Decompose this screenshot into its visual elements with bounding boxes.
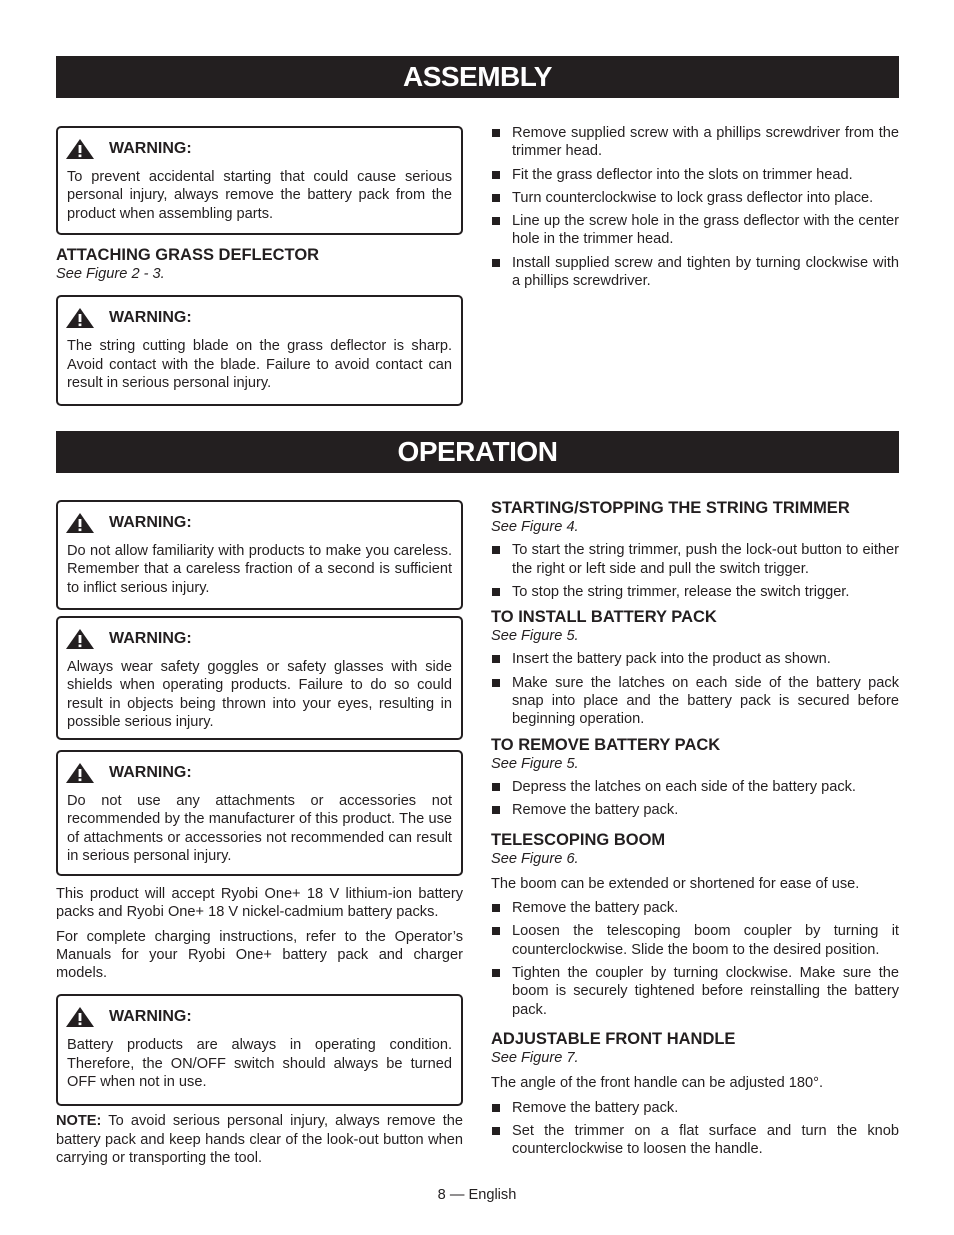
section-heading: STARTING/STOPPING THE STRING TRIMMER xyxy=(491,499,850,517)
warning-triangle-icon xyxy=(65,762,95,784)
body-paragraph: The angle of the front handle can be adjusted 180°. xyxy=(491,1075,824,1092)
list-item: Make sure the latches on each side of the battery pack snap into place and the battery pack is secured before beginning operation. xyxy=(491,674,899,729)
operation-banner: OPERATION xyxy=(56,431,899,473)
list-item: Remove the battery pack. xyxy=(491,899,899,917)
warning-text: The string cutting blade on the grass deflector is sharp. Avoid contact with the blade. Failure to avoid contact can result in serious personal injury. xyxy=(67,338,452,391)
body-paragraph: This product will accept Ryobi One+ 18 V lithium-ion battery packs and Ryobi One+ 18 V nickel-cadmium battery packs. xyxy=(56,886,463,921)
figure-reference: See Figure 5. xyxy=(491,628,579,645)
section-heading: ADJUSTABLE FRONT HANDLE xyxy=(491,1029,736,1048)
warning-text: Do not allow familiarity with products to make you careless. Remember that a careless fraction of a second is sufficient to inflict serious injury. xyxy=(67,543,452,596)
figure-reference: See Figure 2 - 3. xyxy=(56,266,165,282)
warning-triangle-icon xyxy=(65,512,95,534)
operation-left-column xyxy=(56,500,463,1167)
list-item: Remove supplied screw with a phillips screwdriver from the trimmer head. xyxy=(491,124,899,161)
list-item: Turn counterclockwise to lock grass deflector into place. xyxy=(491,189,899,207)
note-paragraph xyxy=(56,1112,463,1167)
warning-title: WARNING: xyxy=(109,629,192,647)
page-footer: 8 — English xyxy=(437,1187,517,1203)
list-item: To stop the string trimmer, release the switch trigger. xyxy=(491,583,899,601)
figure-reference: See Figure 5. xyxy=(491,755,579,772)
figure-reference: See Figure 6. xyxy=(491,850,579,867)
list-item: Tighten the coupler by turning clockwise. Make sure the boom is securely tightened before reinstalling the battery pack. xyxy=(491,964,899,1019)
warning-box xyxy=(56,616,463,740)
list-item: Depress the latches on each side of the battery pack. xyxy=(491,778,899,796)
warning-title: WARNING: xyxy=(109,309,192,327)
warning-box xyxy=(56,126,463,235)
section-heading: TO REMOVE BATTERY PACK xyxy=(491,735,721,754)
warning-triangle-icon xyxy=(65,307,95,329)
warning-title: WARNING: xyxy=(109,513,192,531)
figure-reference: See Figure 7. xyxy=(491,1049,579,1066)
figure-reference: See Figure 4. xyxy=(491,519,579,535)
operation-right-column xyxy=(491,498,899,1163)
warning-box xyxy=(56,295,463,406)
warning-box xyxy=(56,994,463,1106)
assembly-right-column xyxy=(491,124,899,295)
warning-triangle-icon xyxy=(65,1006,95,1028)
body-paragraph: For complete charging instructions, refer to the Operator’s Manuals for your Ryobi One+ battery pack and charger models. xyxy=(56,928,463,982)
warning-text: To prevent accidental starting that could cause serious personal injury, always remove the battery pack from the product when assembling parts. xyxy=(67,169,452,222)
list-item: Remove the battery pack. xyxy=(491,1099,899,1117)
assembly-left-column xyxy=(56,126,463,406)
section-heading: ATTACHING GRASS DEFLECTOR xyxy=(56,246,320,264)
note-text: To avoid serious personal injury, always remove the battery pack and keep hands clear of the look-out button when carrying or transporting the tool. xyxy=(56,1113,463,1167)
list-item: Remove the battery pack. xyxy=(491,801,899,819)
warning-title: WARNING: xyxy=(109,1008,192,1026)
warning-triangle-icon xyxy=(65,138,95,160)
warning-box xyxy=(56,750,463,876)
warning-title: WARNING: xyxy=(109,139,192,157)
warning-text: Do not use any attachments or accessories not recommended by the manufacturer of this product. The use of attachments or accessories not recommended can result in serious personal injury. xyxy=(67,793,452,864)
list-item: Loosen the telescoping boom coupler by turning it counterclockwise. Slide the boom to the desired position. xyxy=(491,922,899,959)
body-paragraph: The boom can be extended or shortened for ease of use. xyxy=(491,875,860,892)
warning-title: WARNING: xyxy=(109,763,192,781)
list-item: Install supplied screw and tighten by turning clockwise with a phillips screwdriver. xyxy=(491,254,899,291)
section-heading: TO INSTALL BATTERY PACK xyxy=(491,608,717,627)
warning-box xyxy=(56,500,463,610)
list-item: Insert the battery pack into the product as shown. xyxy=(491,650,899,668)
list-item: Line up the screw hole in the grass deflector with the center hole in the trimmer head. xyxy=(491,212,899,249)
section-heading: TELESCOPING BOOM xyxy=(491,830,666,849)
warning-text: Battery products are always in operating condition. Therefore, the ON/OFF switch should always be turned OFF when not in use. xyxy=(67,1037,452,1091)
warning-triangle-icon xyxy=(65,628,95,650)
note-label: NOTE: xyxy=(56,1113,102,1130)
assembly-banner: ASSEMBLY xyxy=(56,56,899,98)
list-item: Set the trimmer on a flat surface and turn the knob counterclockwise to loosen the handle. xyxy=(491,1122,899,1159)
warning-text: Always wear safety goggles or safety glasses with side shields when operating products. Failure to do so could result in objects being thrown into your eyes, resulting in possible serious injury. xyxy=(67,659,452,730)
list-item: To start the string trimmer, push the lock-out button to either the right or left side and pull the switch trigger. xyxy=(491,541,899,578)
list-item: Fit the grass deflector into the slots on trimmer head. xyxy=(491,166,899,184)
